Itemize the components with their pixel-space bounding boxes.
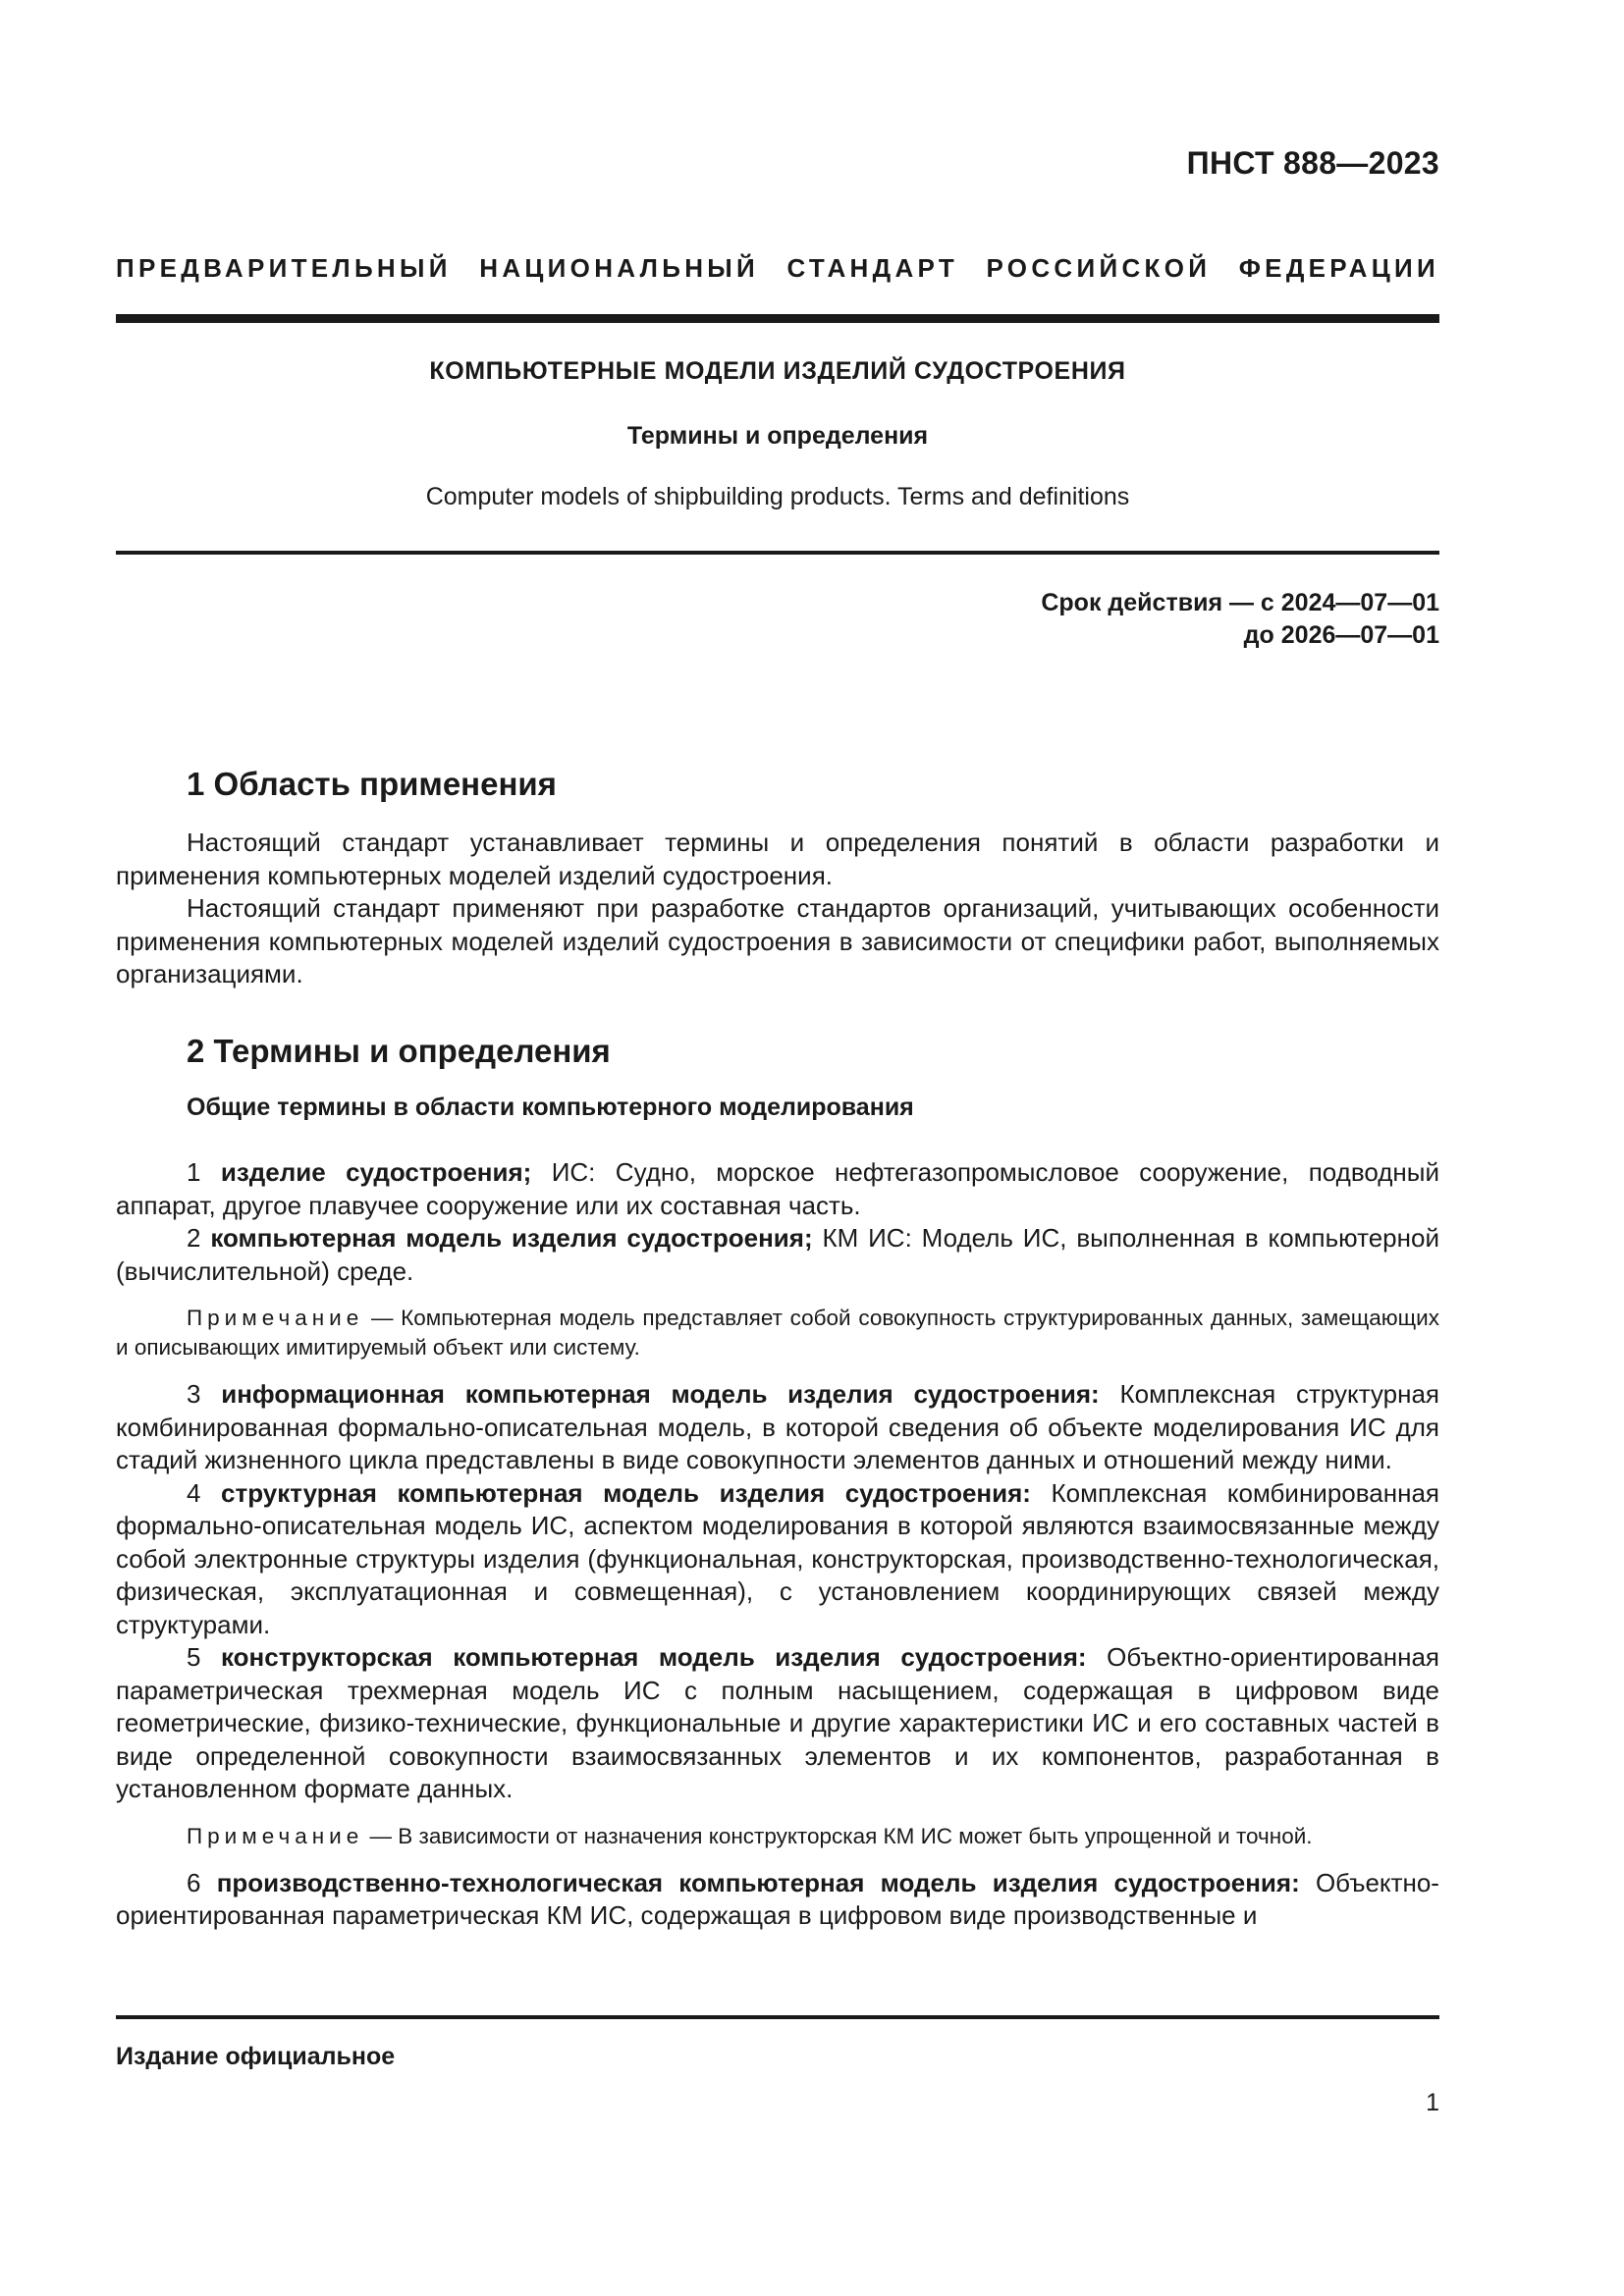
term-entry bbox=[116, 1222, 1439, 1288]
term-entry bbox=[116, 1477, 1439, 1642]
subsection-heading: Общие термины в области компьютерного моделирования bbox=[187, 1094, 914, 1121]
validity-from: Срок действия — с 2024—07—01 bbox=[1041, 589, 1439, 616]
term-name: конструкторская компьютерная модель изделия судостроения: bbox=[221, 1642, 1087, 1672]
title-divider bbox=[116, 551, 1439, 555]
term-definition: Комплексная структурная комбинированная формально-описательная модель, в которой сведения об объекте моделирования ИС для стадий жизненного цикла представлены в виде совокупности элементов данных и отношений между ними. bbox=[116, 1379, 1439, 1474]
term-number: 4 bbox=[187, 1477, 201, 1508]
term-definition: ИС: Судно, морское нефтегазопромысловое сооружение, подводный аппарат, другое плавучее сооружение или их составная часть. bbox=[116, 1157, 1439, 1220]
document-title-en: Computer models of shipbuilding products. Terms and definitions bbox=[425, 483, 1130, 510]
note-text: — В зависимости от назначения конструкторская КМ ИС может быть упрощенной и точной. bbox=[369, 1823, 1313, 1848]
section-scope-body bbox=[116, 827, 1439, 991]
term-number: 6 bbox=[187, 1867, 201, 1897]
header-divider bbox=[116, 314, 1439, 323]
document-subtitle-ru: Термины и определения bbox=[626, 422, 929, 450]
term-definition: Комплексная комбинированная формально-описательная модель ИС, аспектом моделирования в которой являются взаимосвязанные между собой электронные структуры изделия (функциональная, конструкторская, производственно-технологическая, физическая, эксплуатационная и совмещенная), с установлением координирующих связей между структурами. bbox=[116, 1477, 1439, 1639]
term-number: 1 bbox=[187, 1157, 201, 1187]
document-code: ПНСТ 888—2023 bbox=[1186, 145, 1439, 181]
edition-label: Издание официальное bbox=[116, 2043, 396, 2070]
term-name: изделие судостроения; bbox=[220, 1157, 532, 1187]
note bbox=[116, 1822, 1439, 1851]
page-number: 1 bbox=[1426, 2089, 1439, 2116]
footer-divider bbox=[116, 2015, 1439, 2019]
paragraph: Настоящий стандарт применяют при разработке стандартов организаций, учитывающих особенности применения компьютерных моделей изделий судостроения в зависимости от специфики работ, выполняемых организациями. bbox=[116, 893, 1439, 988]
term-definition: КМ ИС: Модель ИС, выполненная в компьютерной (вычислительной) среде. bbox=[116, 1223, 1439, 1286]
term-number: 3 bbox=[187, 1379, 201, 1409]
note-text: — Компьютерная модель представляет собой совокупность структурированных данных, замещающих и описывающих имитируемый объект или систему. bbox=[116, 1306, 1439, 1360]
term-entry bbox=[116, 1641, 1439, 1806]
term-entry bbox=[116, 1867, 1439, 1933]
document-title-ru: КОМПЬЮТЕРНЫЕ МОДЕЛИ ИЗДЕЛИЙ СУДОСТРОЕНИЯ bbox=[429, 357, 1126, 385]
term-name: структурная компьютерная модель изделия судостроения: bbox=[221, 1477, 1031, 1508]
validity-period bbox=[1041, 587, 1439, 652]
term-entry bbox=[116, 1156, 1439, 1222]
section-heading-scope: 1 Область применения bbox=[187, 766, 557, 802]
term-definition: Объектно-ориентированная параметрическая КМ ИС, содержащая в цифровом виде производственные и bbox=[116, 1867, 1439, 1930]
note-label: Примечание bbox=[187, 1306, 364, 1330]
term-name: информационная компьютерная модель изделия судостроения: bbox=[221, 1379, 1100, 1409]
note-label: Примечание bbox=[187, 1823, 364, 1848]
terms-list bbox=[116, 1156, 1439, 1933]
term-name: производственно-технологическая компьютерная модель изделия судостроения: bbox=[216, 1867, 1300, 1897]
term-number: 5 bbox=[187, 1642, 201, 1672]
term-name: компьютерная модель изделия судостроения; bbox=[210, 1223, 813, 1253]
term-definition: Объектно-ориентированная параметрическая трехмерная модель ИС с полным насыщением, содержащая в цифровом виде геометрические, физико-технические, функциональные и другие характеристики ИС и его составных частей в виде определенной совокупности взаимосвязанных элементов и их компонентов, разработанная в установленном формате данных. bbox=[116, 1642, 1439, 1803]
section-heading-terms: 2 Термины и определения bbox=[187, 1033, 611, 1069]
note bbox=[116, 1304, 1439, 1362]
term-entry bbox=[116, 1378, 1439, 1477]
standard-type-line: ПРЕДВАРИТЕЛЬНЫЙ НАЦИОНАЛЬНЫЙ СТАНДАРТ РОССИЙСКОЙ ФЕДЕРАЦИИ bbox=[116, 253, 1439, 283]
term-number: 2 bbox=[187, 1223, 201, 1253]
paragraph: Настоящий стандарт устанавливает термины и определения понятий в области разработки и применения компьютерных моделей изделий судостроения. bbox=[116, 828, 1439, 890]
validity-to: до 2026—07—01 bbox=[1243, 621, 1439, 649]
